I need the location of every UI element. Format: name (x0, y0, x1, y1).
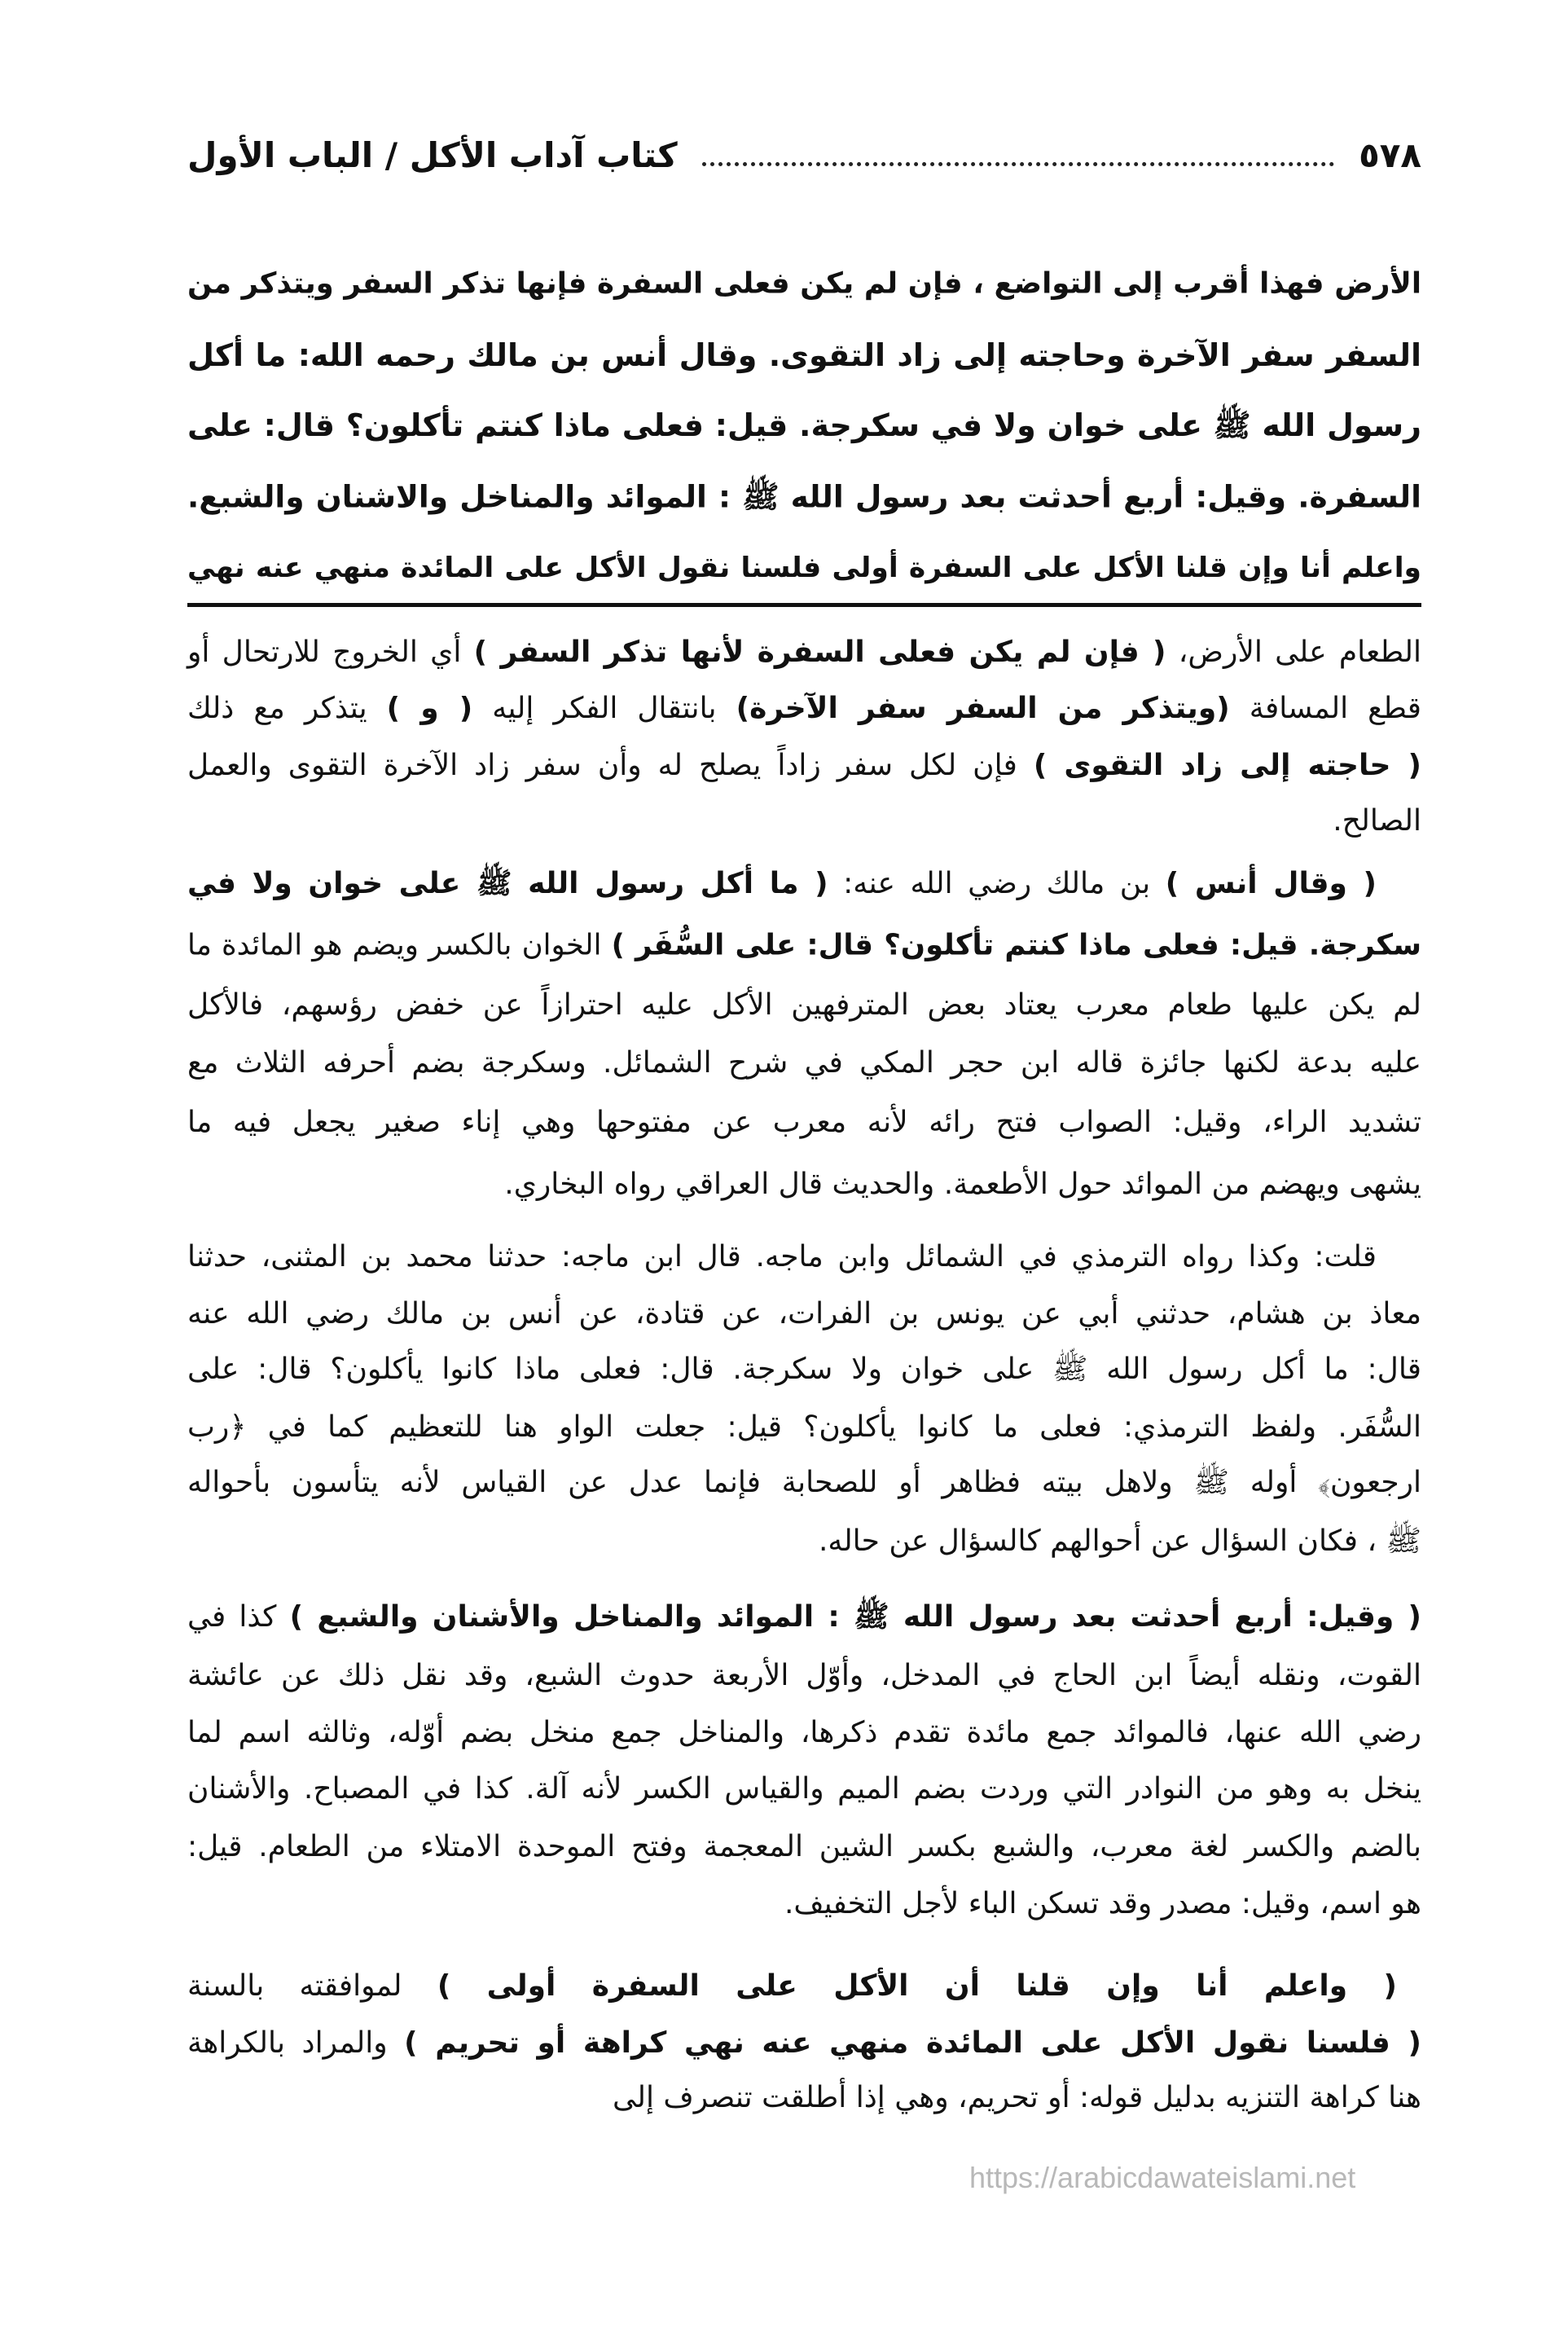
text-line (187, 1108, 1421, 1137)
quoted-matn-text: ( فإن لم يكن فعلى السفرة لأنها تذكر السفر ) (473, 636, 1166, 669)
quoted-matn-text: السفرة. وقيل: أربع أحدثت بعد رسول الله ﷺ : الموائد والمناخل والاشنان والشبع. (187, 478, 1421, 515)
text-segment: لموافقته بالسنة (187, 1969, 437, 2003)
text-line (187, 551, 1421, 584)
text-segment: السُّفَر. ولفظ الترمذي: فعلى ما كانوا يأكلون؟ قيل: جعلت الواو هنا للتعظيم كما في ﴿رب (187, 1410, 1421, 1444)
text-line (187, 1718, 1421, 1748)
quoted-matn-text: السفر سفر الآخرة وحاجته إلى زاد التقوى. وقال أنس بن مالك رحمه الله: ما أكل (187, 337, 1421, 373)
text-segment: الصالح. (1333, 804, 1421, 838)
text-line (187, 1355, 1421, 1384)
text-line (187, 1410, 1421, 1444)
text-segment: ارجعون﴾ أوله ﷺ ولاهل بيته فظاهر أو للصحابة فإنما عدل عن القياس لأنه يتأسون بأحواله (187, 1466, 1421, 1499)
quoted-matn-text: رسول الله ﷺ على خوان ولا في سكرجة. قيل: فعلى ماذا كنتم تأكلون؟ قال: على (187, 407, 1421, 443)
text-segment: ﷺ ، فكان السؤال عن أحوالهم كالسؤال عن حاله. (818, 1524, 1421, 1558)
text-line (187, 751, 1421, 781)
text-line (187, 869, 1377, 899)
text-segment: القوت، ونقله أيضاً ابن الحاج في المدخل، وأوّل الأربعة حدوث الشبع، وقد نقل ذلك عن عائشة (187, 1659, 1421, 1692)
text-segment: رضي الله عنها، فالموائد جمع مائدة تقدم ذكرها، والمناخل جمع منخل بضم أوّله، وثالثه اسم لما (187, 1716, 1421, 1749)
quoted-matn-text: سكرجة. قيل: فعلى ماذا كنتم تأكلون؟ قال: على السُّفَر ) (611, 928, 1421, 962)
text-line (187, 1661, 1421, 1691)
text-segment: تشديد الراء، وقيل: الصواب فتح رائه لأنه معرب عن مفتوحها وهي إناء صغير يجعل فيه ما (187, 1106, 1421, 1139)
footnote-divider (187, 603, 1421, 607)
text-line (187, 1046, 1421, 1080)
text-segment: قال: ما أكل رسول الله ﷺ على خوان ولا سكرجة. قال: فعلى ماذا كانوا يأكلون؟ قال: على (187, 1353, 1421, 1386)
text-segment: والمراد بالكراهة (187, 2026, 405, 2060)
running-title: كتاب آداب الأكل / الباب الأول (187, 134, 678, 175)
quoted-matn-text: الأرض فهذا أقرب إلى التواضع ، فإن لم يكن فعلى السفرة فإنها تذكر السفر ويتذكر من (187, 266, 1421, 301)
text-line (187, 2083, 1421, 2113)
text-segment: الطعام على الأرض، (1166, 636, 1421, 669)
text-line (187, 694, 1421, 724)
text-segment: فإن لكل سفر زاداً يصلح له وأن سفر زاد الآخرة التقوى والعمل (187, 749, 1034, 782)
text-segment: يتذكر مع ذلك (187, 692, 387, 725)
quoted-matn-text: ( حاجته إلى زاد التقوى ) (1033, 749, 1422, 782)
text-line (187, 1170, 1421, 1199)
page-number: ٥٧٨ (1359, 134, 1421, 175)
quoted-matn-text: ( ما أكل رسول الله ﷺ على خوان ولا في (187, 867, 828, 900)
text-line (187, 1240, 1377, 1273)
quoted-matn-text: ( فلسنا نقول الأكل على المائدة منهي عنه نهي كراهة أو تحريم ) (404, 2026, 1421, 2060)
text-segment: بن مالك رضي الله عنه: (828, 867, 1166, 900)
text-line (187, 1297, 1421, 1331)
text-segment: أي الخروج للارتحال أو (187, 636, 474, 669)
quoted-matn-text: (ويتذكر من السفر سفر الآخرة) (736, 692, 1230, 725)
quoted-matn-text: ( و ) (386, 692, 473, 725)
running-header (187, 130, 1421, 179)
text-segment: يشهى ويهضم من الموائد حول الأطعمة. والحديث قال العراقي رواه البخاري. (504, 1168, 1421, 1201)
text-segment: معاذ بن هشام، حدثني أبي عن يونس بن الفرات، عن قتادة، عن أنس بن مالك رضي الله عنه (187, 1297, 1421, 1331)
text-segment: الخوان بالكسر ويضم هو المائدة ما (187, 928, 612, 962)
watermark: https://arabicdawateislami.net (969, 2161, 1356, 2194)
text-line (187, 266, 1421, 301)
text-segment: هو اسم، وقيل: مصدر وقد تسكن الباء لأجل التخفيف. (784, 1887, 1421, 1920)
text-line (187, 1524, 1421, 1558)
text-line (187, 407, 1421, 443)
text-segment: هنا كراهة التنزيه بدليل قوله: أو تحريم، وهي إذا أطلقت تنصرف إلى (613, 2081, 1421, 2114)
text-line (187, 1468, 1421, 1498)
text-line (187, 988, 1421, 1022)
text-segment: ينخل به وهو من النوادر التي وردت بضم الميم والقياس الكسر لأنه آلة. كذا في المصباح. والأشنان (187, 1772, 1421, 1806)
text-line (187, 337, 1421, 373)
text-segment: قلت: وكذا رواه الترمذي في الشمائل وابن ماجه. قال ابن ماجه: حدثنا محمد بن المثنى، حدثنا (187, 1240, 1377, 1273)
text-segment: لم يكن عليها طعام معرب يعتاد بعض المترفهين الأكل عليه احترازاً عن خفض رؤسهم، فالأكل (187, 988, 1421, 1022)
text-segment: قطع المسافة (1229, 692, 1421, 725)
dotted-leader (702, 162, 1334, 166)
quoted-matn-text: واعلم أنا وإن قلنا الأكل على السفرة أولى فلسنا نقول الأكل على المائدة منهي عنه نهي (187, 551, 1421, 584)
quoted-matn-text: ( وقال أنس ) (1165, 867, 1377, 900)
text-line (187, 1832, 1421, 1862)
text-segment: كذا في (187, 1600, 290, 1634)
text-line (187, 930, 1421, 960)
text-segment: عليه بدعة لكنها جائزة قاله ابن حجر المكي في شرح الشمائل. وسكرجة بضم أحرفه الثلاث مع (187, 1046, 1421, 1080)
text-line (187, 1889, 1421, 1919)
text-segment: بالضم والكسر لغة معرب، والشبع بكسر الشين المعجمة وفتح الموحدة الامتلاء من الطعام. قيل: (187, 1830, 1421, 1863)
text-line (187, 1600, 1421, 1634)
text-line (187, 1772, 1421, 1806)
text-line (187, 1969, 1397, 2003)
quoted-matn-text: ( وقيل: أربع أحدثت بعد رسول الله ﷺ : الموائد والمناخل والأشنان والشبع ) (289, 1600, 1421, 1634)
text-segment: بانتقال الفكر إليه (472, 692, 736, 725)
text-line (187, 804, 1421, 838)
text-line (187, 478, 1421, 515)
text-line (187, 2026, 1421, 2060)
quoted-matn-text: ( واعلم أنا وإن قلنا أن الأكل على السفرة أولى ) (437, 1969, 1397, 2003)
text-line (187, 638, 1421, 667)
